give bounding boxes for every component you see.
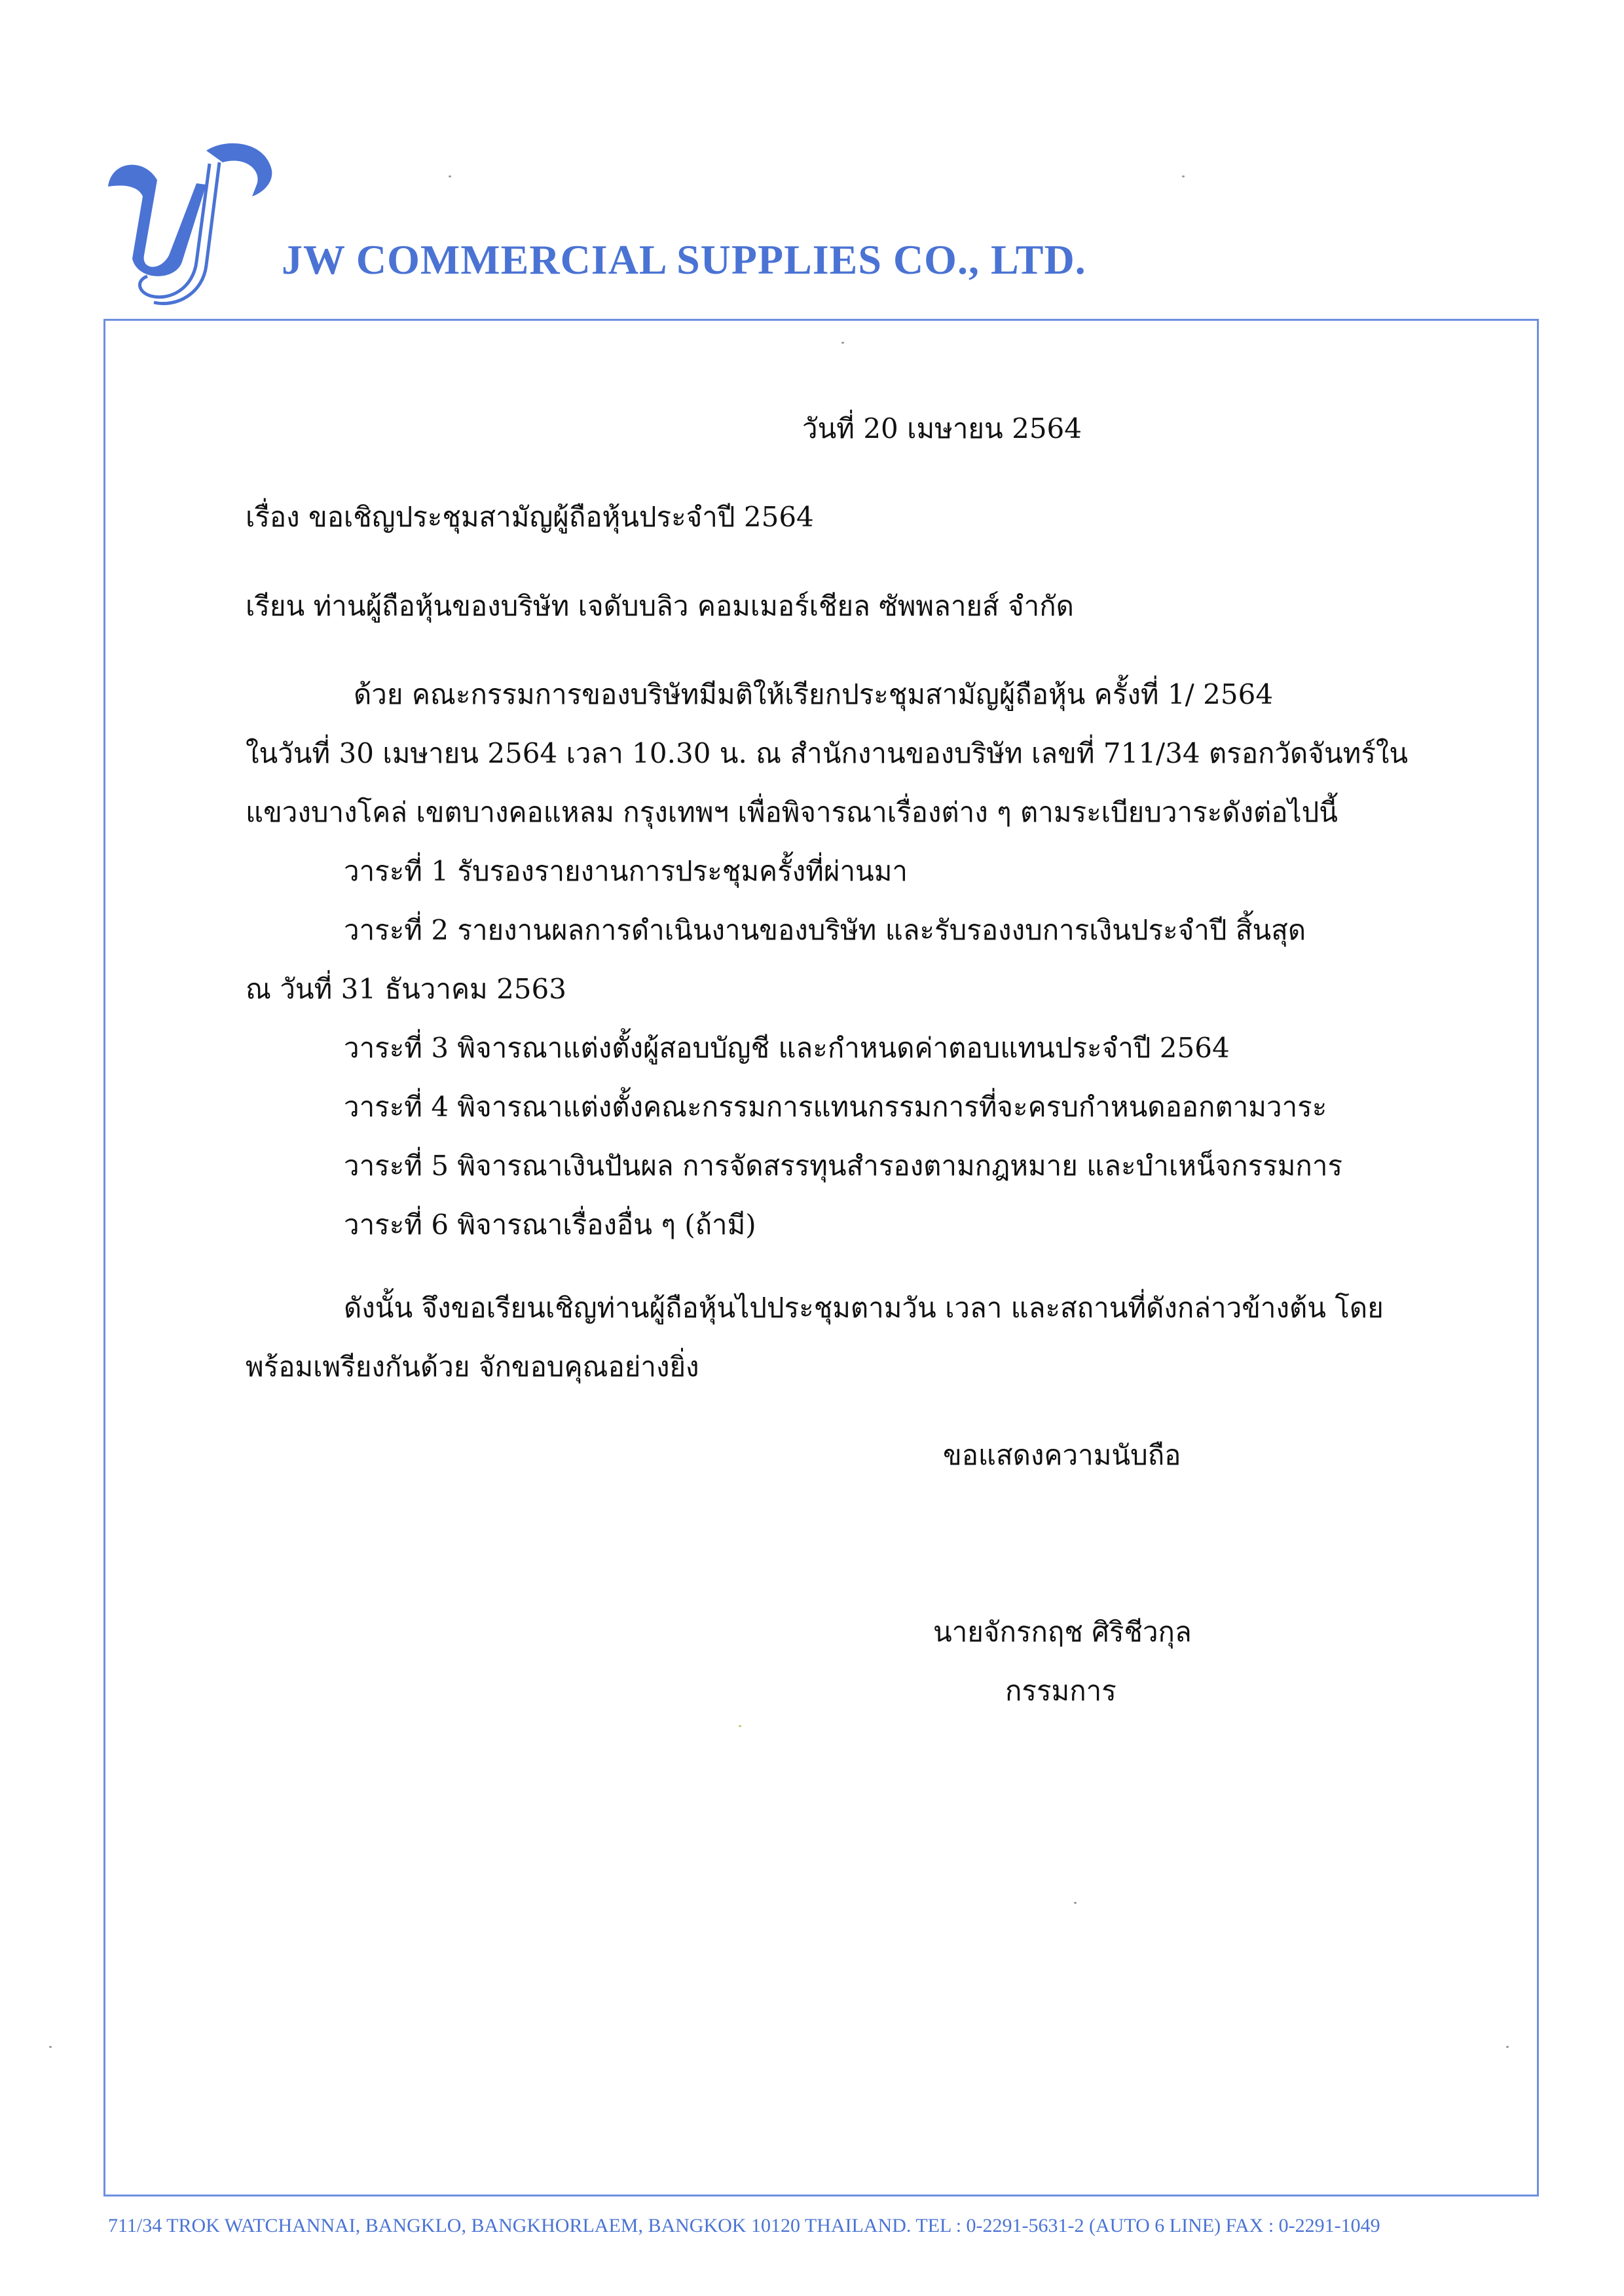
letter-recipient: เรียน ท่านผู้ถือหุ้นของบริษัท เจดับบลิว คอมเมอร์เชียล ซัพพลายส์ จำกัด [246, 590, 1074, 622]
letter-date: วันที่ 20 เมษายน 2564 [802, 412, 1082, 445]
footer-address: 711/34 TROK WATCHANNAI, BANGKLO, BANGKHORLAEM, BANGKOK 10120 THAILAND. TEL : 0-2291-5631-2 (AUTO 6 LINE) FAX : 0-2291-1049 [108, 2215, 1380, 2236]
letter-closing: ขอแสดงความนับถือ [943, 1439, 1181, 1471]
letter-subject: เรื่อง ขอเชิญประชุมสามัญผู้ถือหุ้นประจำปี 2564 [246, 501, 814, 533]
signer-title: กรรมการ [1005, 1675, 1116, 1707]
agenda-item-3: วาระที่ 3 พิจารณาแต่งตั้งผู้สอบบัญชี และกำหนดค่าตอบแทนประจำปี 2564 [344, 1032, 1230, 1064]
scan-speck [1506, 2046, 1509, 2048]
agenda-item-6: วาระที่ 6 พิจารณาเรื่องอื่น ๆ (ถ้ามี) [344, 1209, 756, 1241]
signer-name: นายจักรกฤช ศิริชีวกุล [933, 1616, 1192, 1648]
scan-speck [449, 175, 451, 177]
scan-speck [841, 342, 844, 344]
paragraph2-line: ดังนั้น จึงขอเรียนเชิญท่านผู้ถือหุ้นไปประชุมตามวัน เวลา และสถานที่ดังกล่าวข้างต้น โดย [344, 1292, 1384, 1324]
paragraph1-line: แขวงบางโคล่ เขตบางคอแหลม กรุงเทพฯ เพื่อพิจารณาเรื่องต่าง ๆ ตามระเบียบวาระดังต่อไปนี้ [246, 796, 1338, 828]
agenda-item-5: วาระที่ 5 พิจารณาเงินปันผล การจัดสรรทุนสำรองตามกฎหมาย และบำเหน็จกรรมการ [344, 1150, 1343, 1182]
agenda-item-4: วาระที่ 4 พิจารณาแต่งตั้งคณะกรรมการแทนกรรมการที่จะครบกำหนดออกตามวาระ [344, 1091, 1327, 1123]
scan-speck [739, 1725, 741, 1727]
paragraph1-line: ด้วย คณะกรรมการของบริษัทมีมติให้เรียกประชุมสามัญผู้ถือหุ้น ครั้งที่ 1/ 2564 [354, 678, 1274, 710]
scan-speck [1182, 175, 1185, 177]
scan-speck [49, 2046, 52, 2048]
jw-monogram-logo-icon [98, 124, 278, 308]
agenda-item-2-continued: ณ วันที่ 31 ธันวาคม 2563 [246, 973, 566, 1005]
agenda-item-2: วาระที่ 2 รายงานผลการดำเนินงานของบริษัท และรับรองงบการเงินประจำปี สิ้นสุด [344, 914, 1306, 946]
scan-speck [1074, 1902, 1077, 1904]
paragraph2-line: พร้อมเพรียงกันด้วย จักขอบคุณอย่างยิ่ง [246, 1351, 699, 1383]
paragraph1-line: ในวันที่ 30 เมษายน 2564 เวลา 10.30 น. ณ สำนักงานของบริษัท เลขที่ 711/34 ตรอกวัดจันทร์ใน [246, 737, 1409, 769]
company-name: JW COMMERCIAL SUPPLIES CO., LTD. [282, 236, 1086, 283]
agenda-item-1: วาระที่ 1 รับรองรายงานการประชุมครั้งที่ผ่านมา [344, 855, 908, 887]
